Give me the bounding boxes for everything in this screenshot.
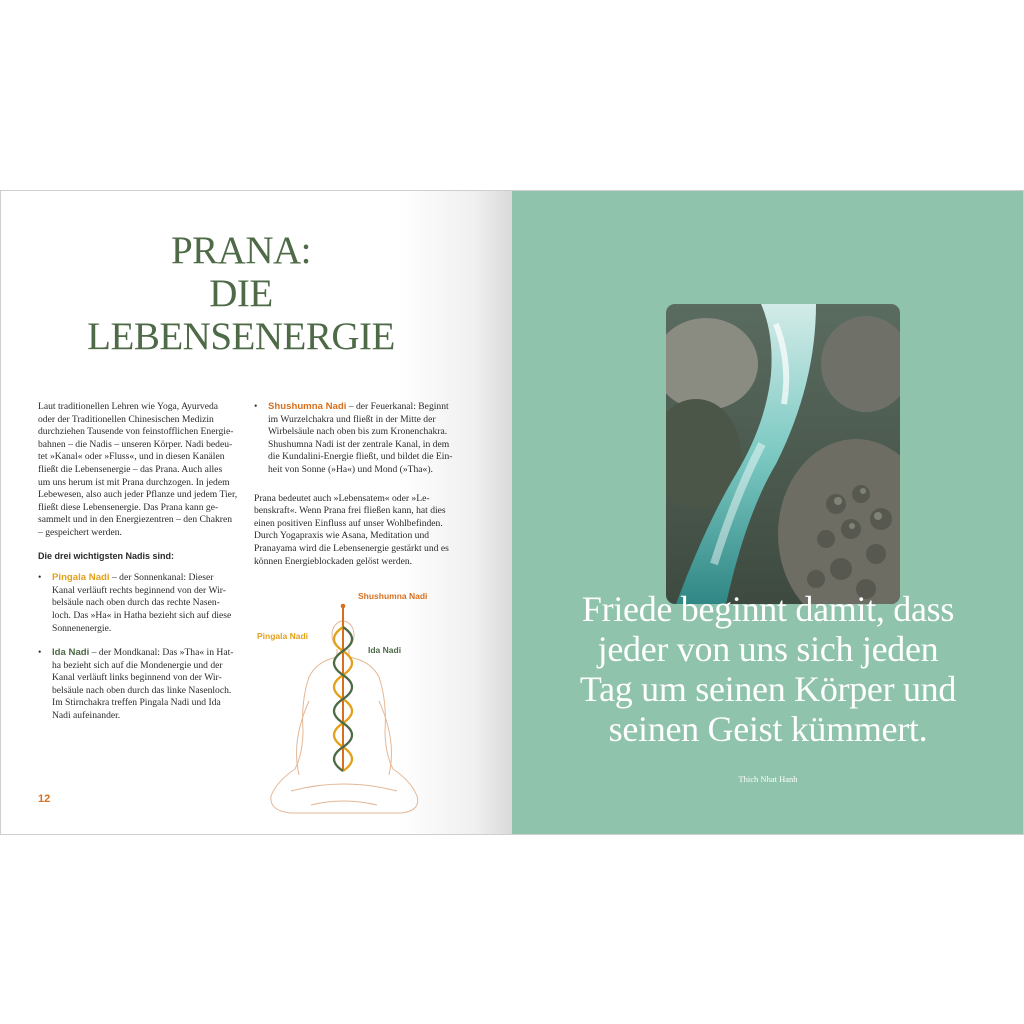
shushumna-bullet	[254, 401, 464, 477]
prana-paragraph	[254, 493, 464, 569]
text-line: benskraft«. Wenn Prana frei fließen kann, hat dies	[254, 505, 446, 517]
quote-line: seinen Geist kümmert.	[608, 709, 928, 749]
text-line: oder der Traditionellen Chinesischen Medizin	[38, 413, 214, 425]
pingala-bullet	[38, 572, 243, 635]
text-line: durchziehen Tausende von feinstofflichen Energie-	[38, 426, 234, 438]
text-line: – der Sonnenkanal: Dieser	[109, 572, 214, 584]
page-title	[41, 229, 441, 358]
quote-author: Thich Nhat Hanh	[738, 774, 798, 784]
text-line: tet »Kanal« oder »Fluss«, und in diesen Kanälen	[38, 451, 225, 463]
meditating-figure-illustration	[251, 591, 451, 831]
shushumna-term: Shushumna Nadi	[268, 401, 347, 412]
nadi-diagram	[251, 591, 451, 831]
text-line: belsäule nach oben durch das rechte Nasen-	[52, 597, 220, 609]
text-line: – der Feuerkanal: Beginnt	[346, 401, 449, 412]
book-spread	[0, 190, 1024, 835]
text-line: loch. Das »Ha« in Hatha bezieht sich auf diese	[52, 609, 232, 621]
quote-line: Friede beginnt damit, dass	[581, 589, 955, 629]
text-line: Wirbelsäule nach oben bis zum Kronenchakra.	[268, 426, 448, 438]
right-page	[512, 190, 1024, 835]
text-line: Prana bedeutet auch »Lebensatem« oder »Le-	[254, 492, 430, 504]
right-text-column	[254, 401, 464, 568]
ida-bullet	[38, 647, 243, 723]
intro-paragraph	[38, 401, 243, 540]
bullet-dot: •	[38, 647, 42, 659]
text-line: können Energieblockaden gelöst werden.	[254, 555, 413, 567]
title-line: LEBENSENERGIE	[87, 315, 395, 358]
text-line: sammelt und in den Energiezentren – den Chakren	[38, 514, 233, 526]
text-line: Shushumna Nadi ist der zentrale Kanal, in dem	[268, 438, 450, 450]
text-line: die Kundalini-Energie fließt, und bildet die Ein-	[268, 451, 453, 463]
shushumna-label: Shushumna Nadi	[358, 591, 428, 601]
bullet-dot: •	[254, 401, 258, 412]
text-line: Kanal verläuft rechts beginnend von der Wir-	[52, 584, 226, 596]
waterfall-image	[666, 304, 900, 604]
text-line: Im Stirnchakra treffen Pingala Nadi und Ida	[52, 697, 221, 709]
text-line: Pranayama wird die Lebensenergie gestärkt und es	[254, 542, 449, 554]
text-line: Lebewesen, also auch jeder Pflanze und jedem Tier,	[38, 489, 238, 501]
quote-line: Tag um seinen Körper und	[579, 669, 957, 709]
quote-line: jeder von uns sich jeden	[597, 629, 939, 669]
text-line: – gespeichert werden.	[38, 526, 122, 538]
pingala-label: Pingala Nadi	[257, 631, 309, 641]
title-line: DIE	[209, 272, 273, 315]
text-line: bahnen – die Nadis – unseren Körper. Nadi bedeu-	[38, 438, 233, 450]
text-line: Sonnenenergie.	[52, 622, 112, 634]
nadis-subheading: Die drei wichtigsten Nadis sind:	[38, 550, 175, 561]
text-line: im Wurzelchakra und fließt in der Mitte der	[268, 413, 436, 425]
text-line: Kanal verläuft links beginnend von der Wir-	[52, 672, 222, 684]
left-text-column	[38, 401, 243, 735]
text-line: Laut traditionellen Lehren wie Yoga, Ayurveda	[38, 401, 219, 412]
bullet-dot: •	[38, 572, 42, 584]
title-line: PRANA:	[170, 229, 312, 272]
text-line: heit von Sonne (»Ha«) und Mond (»Tha«).	[268, 463, 433, 475]
text-line: einen positiven Einfluss auf unser Wohlbefinden.	[254, 517, 443, 529]
text-line: Durch Yogapraxis wie Asana, Meditation und	[254, 530, 430, 542]
text-line: ha bezieht sich auf die Mondenergie und der	[52, 659, 223, 671]
text-line: – der Mondkanal: Das »Tha« in Hat-	[89, 647, 234, 659]
left-page	[0, 190, 512, 835]
page-number: 12	[38, 793, 51, 805]
text-line: fließt diese Lebensenergie. Das Prana kann ge-	[38, 501, 219, 513]
text-line: um uns herum ist mit Prana durchzogen. In jedem	[38, 476, 230, 488]
ida-term: Ida Nadi	[52, 647, 90, 659]
quote-text	[512, 589, 1024, 749]
ida-label: Ida Nadi	[368, 645, 402, 655]
waterfall-photo	[666, 304, 900, 604]
pingala-term: Pingala Nadi	[52, 572, 110, 584]
text-line: fließt die Lebensenergie – das Prana. Auch alles	[38, 463, 223, 475]
text-line: Nadi aufeinander.	[52, 710, 121, 722]
text-line: belsäule nach oben durch das linke Nasenloch.	[52, 684, 232, 696]
